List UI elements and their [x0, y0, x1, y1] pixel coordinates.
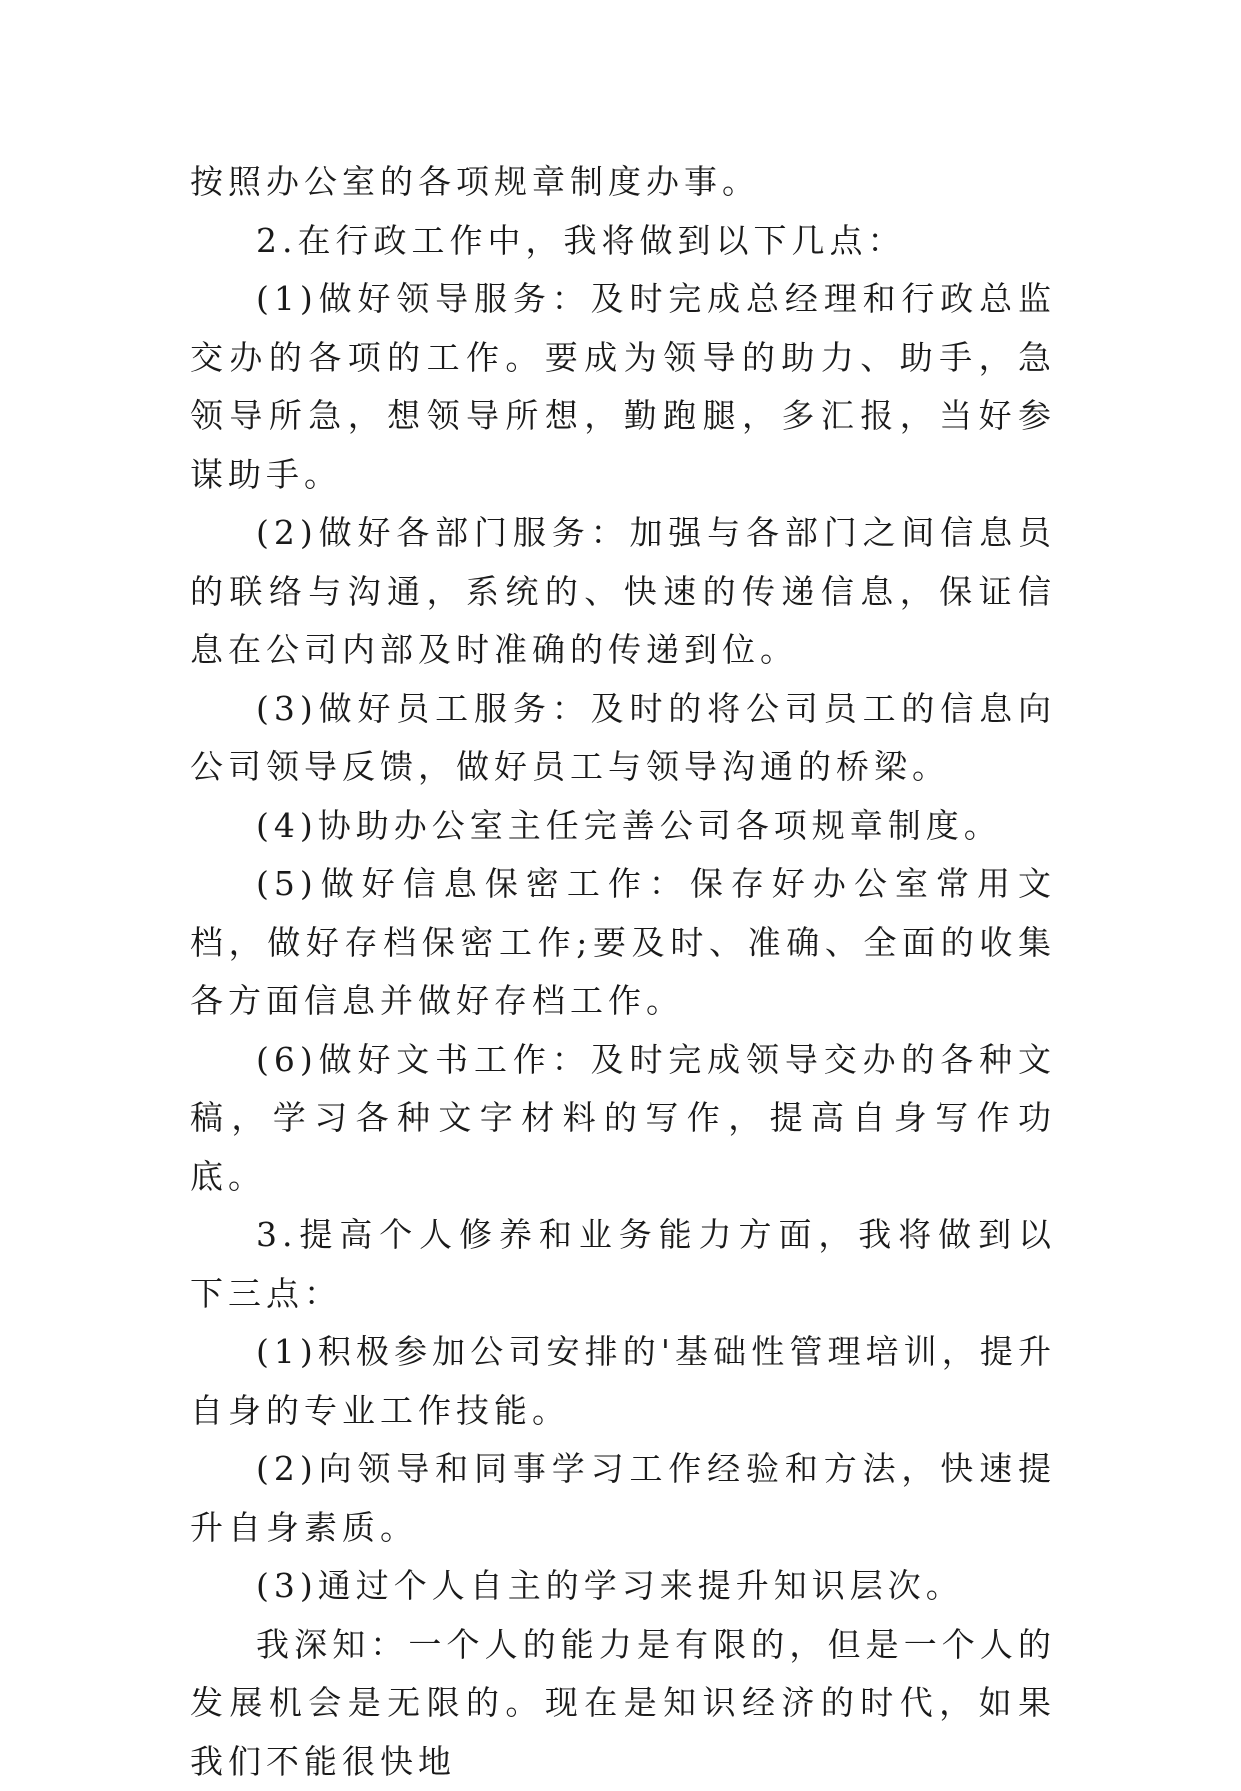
document-body [190, 153, 1056, 1791]
paragraph: (2)做好各部门服务：加强与各部门之间信息员的联络与沟通，系统的、快速的传递信息，保证信息在公司内部及时准确的传递到位。 [190, 504, 1056, 680]
paragraph: (5)做好信息保密工作：保存好办公室常用文档，做好存档保密工作;要及时、准确、全面的收集各方面信息并做好存档工作。 [190, 855, 1056, 1031]
paragraph: (3)做好员工服务：及时的将公司员工的信息向公司领导反馈，做好员工与领导沟通的桥梁。 [190, 680, 1056, 797]
paragraph: 2.在行政工作中，我将做到以下几点： [190, 212, 1056, 271]
paragraph: 3.提高个人修养和业务能力方面，我将做到以下三点： [190, 1206, 1056, 1323]
paragraph: 我深知：一个人的能力是有限的，但是一个人的发展机会是无限的。现在是知识经济的时代，如果我们不能很快地 [190, 1616, 1056, 1791]
paragraph: (1)积极参加公司安排的'基础性管理培训，提升自身的专业工作技能。 [190, 1323, 1056, 1440]
paragraph: (4)协助办公室主任完善公司各项规章制度。 [190, 797, 1056, 856]
paragraph: 按照办公室的各项规章制度办事。 [190, 153, 1056, 212]
paragraph: (6)做好文书工作：及时完成领导交办的各种文稿，学习各种文字材料的写作，提高自身写作功底。 [190, 1031, 1056, 1207]
paragraph: (1)做好领导服务：及时完成总经理和行政总监交办的各项的工作。要成为领导的助力、助手，急领导所急，想领导所想，勤跑腿，多汇报，当好参谋助手。 [190, 270, 1056, 504]
paragraph: (3)通过个人自主的学习来提升知识层次。 [190, 1557, 1056, 1616]
paragraph: (2)向领导和同事学习工作经验和方法，快速提升自身素质。 [190, 1440, 1056, 1557]
